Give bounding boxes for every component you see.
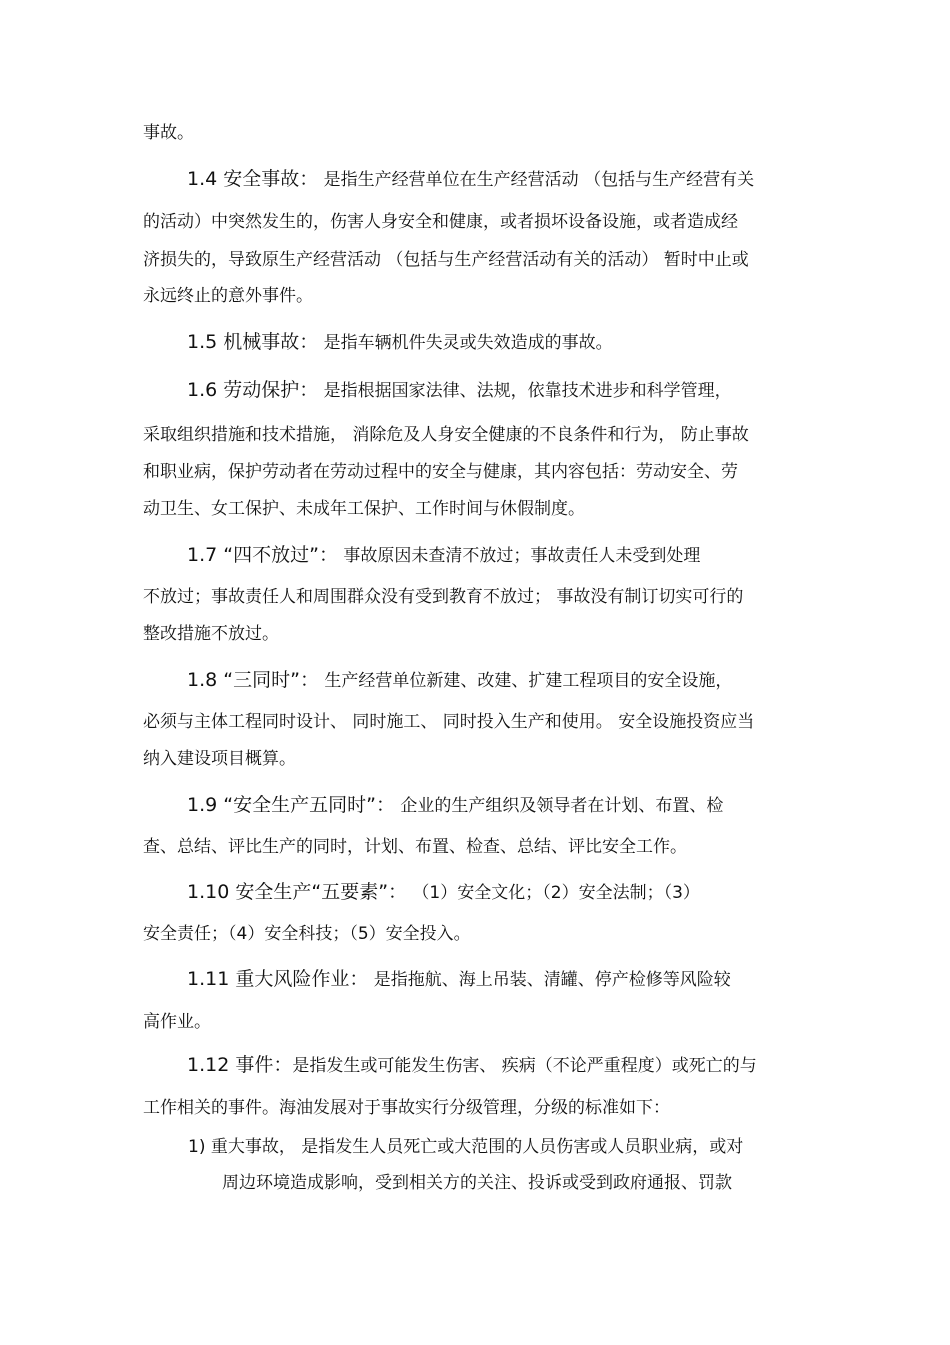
term-line-1-11: 1.11 重大风险作业： 是指拖航、海上吊装、清罐、停产检修等风险较 [187, 968, 731, 990]
term-line-1-7: 1.7 “四不放过”： 事故原因未查清不放过；事故责任人未受到处理 [187, 544, 701, 566]
text-line: 采取组织措施和技术措施， 消除危及人身安全健康的不良条件和行为， 防止事故 [143, 425, 749, 445]
text-line: 不放过；事故责任人和周围群众没有受到教育不放过； 事故没有制订切实可行的 [143, 587, 744, 607]
term-heading: 1.4 安全事故： [187, 168, 319, 190]
text-line: 必须与主体工程同时设计、 同时施工、 同时投入生产和使用。 安全设施投资应当 [143, 712, 755, 732]
text-line: 纳入建设项目概算。 [143, 749, 296, 769]
text-line: 济损失的，导致原生产经营活动 （包括与生产经营活动有关的活动） 暂时中止或 [143, 250, 749, 270]
term-heading: 1.5 机械事故： [187, 331, 319, 353]
term-line-1-8: 1.8 “三同时”： 生产经营单位新建、改建、扩建工程项目的安全设施， [187, 669, 733, 691]
text-line: 整改措施不放过。 [143, 624, 279, 644]
text-line: 动卫生、女工保护、未成年工保护、工作时间与休假制度。 [143, 499, 585, 519]
text-line: 高作业。 [143, 1012, 211, 1032]
term-heading: 1.7 “四不放过”： [187, 544, 338, 566]
text-line: 永远终止的意外事件。 [143, 286, 313, 306]
text-line: 工作相关的事件。海油发展对于事故实行分级管理，分级的标准如下： [143, 1098, 670, 1118]
text-line: 事故。 [143, 123, 194, 143]
term-heading: 1.11 重大风险作业： [187, 968, 369, 990]
text-line: 查、总结、评比生产的同时，计划、布置、检查、总结、评比安全工作。 [143, 837, 687, 857]
term-line-1-9: 1.9 “安全生产五同时”： 企业的生产组织及领导者在计划、布置、检 [187, 794, 724, 816]
term-line-1-6: 1.6 劳动保护： 是指根据国家法律、法规，依靠技术进步和科学管理， [187, 379, 732, 401]
list-item: 1) 重大事故， 是指发生人员死亡或大范围的人员伤害或人员职业病，或对 [188, 1137, 744, 1157]
text-line: 和职业病，保护劳动者在劳动过程中的安全与健康，其内容包括：劳动安全、劳 [143, 462, 738, 482]
term-line-1-12: 1.12 事件：是指发生或可能发生伤害、 疾病（不论严重程度）或死亡的与 [187, 1054, 757, 1076]
term-line-1-4: 1.4 安全事故： 是指生产经营单位在生产经营活动 （包括与生产经营有关 [187, 168, 755, 190]
term-heading: 1.10 安全生产“五要素”： [187, 881, 408, 903]
term-line-1-5: 1.5 机械事故： 是指车辆机件失灵或失效造成的事故。 [187, 331, 613, 353]
term-heading: 1.12 事件： [187, 1054, 293, 1076]
text-line: 安全责任；（4）安全科技；（5）安全投入。 [143, 924, 471, 944]
list-item-continuation: 周边环境造成影响，受到相关方的关注、投诉或受到政府通报、罚款 [222, 1173, 732, 1193]
text-line: 的活动）中突然发生的，伤害人身安全和健康，或者损坏设备设施，或者造成经 [143, 212, 738, 232]
term-heading: 1.6 劳动保护： [187, 379, 319, 401]
term-heading: 1.9 “安全生产五同时”： [187, 794, 395, 816]
term-heading: 1.8 “三同时”： [187, 669, 319, 691]
term-line-1-10: 1.10 安全生产“五要素”： （1）安全文化；（2）安全法制；（3） [187, 881, 700, 903]
